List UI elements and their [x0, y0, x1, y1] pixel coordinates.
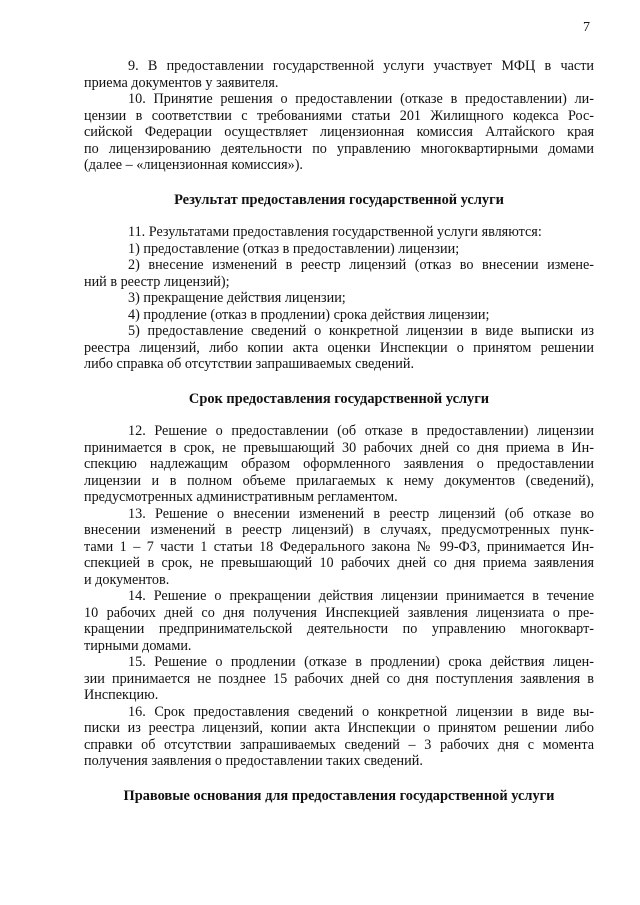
text-line: 11. Результатами предоставления государственной услуги являются: [128, 224, 542, 240]
document-body [84, 58, 594, 820]
text-line: ний в реестр лицензий); [84, 273, 230, 290]
text-line: внесении изменений в реестр лицензий) в случаях, предусмотренных пунк- [84, 522, 594, 538]
text-line: 10. Принятие решения о предоставлении (отказе в предоставлении) ли- [128, 91, 594, 107]
section-intro [84, 58, 594, 174]
text-line: 5) предоставление сведений о конкретной лицензии в виде выписки из [128, 323, 594, 339]
text-line: справки об отсутствии запрашиваемых сведений – 3 рабочих дня с момента [84, 736, 594, 753]
text-line: принимается в срок, не превышающий 30 рабочих дней со дня приема в Ин- [84, 439, 594, 456]
text-line: 12. Решение о предоставлении (об отказе в предоставлении) лицензии [128, 423, 594, 439]
paragraph [84, 654, 594, 704]
paragraph [84, 307, 594, 324]
text-line: писки из реестра лицензий, копии акта Инспекции о принятом решении либо [84, 720, 594, 736]
text-line: Инспекцию. [84, 687, 159, 703]
text-line: 3) прекращение действия лицензии; [128, 290, 346, 306]
text-line: 10 рабочих дней со дня получения Инспекцией заявления лицензиата о пре- [84, 604, 594, 621]
paragraph [84, 241, 594, 258]
paragraph [84, 257, 594, 290]
text-line: предусмотренных административным регламентом. [84, 489, 398, 505]
text-line: 1) предоставление (отказ в предоставлении) лицензии; [128, 240, 460, 257]
paragraph [84, 290, 594, 307]
text-line: тирными домами. [84, 637, 192, 654]
paragraph [84, 58, 594, 91]
text-line: цензии в соответствии с требованиями статьи 201 Жилищного кодекса Рос- [84, 107, 594, 124]
text-line: кращении предпринимательской деятельности по управлению многокварт- [84, 621, 594, 637]
heading-legal-basis: Правовые основания для предоставления государственной услуги [123, 787, 555, 804]
text-line: и документов. [84, 571, 170, 588]
text-line: 2) внесение изменений в реестр лицензий (отказ во внесении измене- [128, 257, 594, 273]
paragraph [84, 224, 594, 241]
text-line: 9. В предоставлении государственной услуги участвует МФЦ в части [128, 58, 594, 74]
text-line: приема документов у заявителя. [84, 74, 279, 91]
text-line: 15. Решение о продлении (отказе в продлении) срока действия лицен- [128, 654, 594, 670]
text-line: (далее – «лицензионная комиссия»). [84, 157, 303, 173]
page-number: 7 [583, 20, 590, 35]
section-term [84, 423, 594, 770]
text-line: 16. Срок предоставления сведений о конкретной лицензии в виде вы- [128, 703, 594, 720]
text-line: 14. Решение о прекращении действия лицензии принимается в течение [128, 588, 594, 604]
heading-result: Результат предоставления государственной услуги [174, 191, 504, 208]
text-line: лицензии и в полном объеме прилагаемых к нему документов (сведений), [84, 472, 594, 489]
paragraph [84, 588, 594, 654]
text-line: 13. Решение о внесении изменений в реестр лицензий (об отказе во [128, 505, 594, 522]
text-line: спекцию надлежащим образом оформленного заявления о предоставлении [84, 456, 594, 472]
heading-term: Срок предоставления государственной услуги [188, 390, 490, 407]
paragraph [84, 506, 594, 589]
section-result [84, 224, 594, 373]
text-line: либо справка об отсутствии запрашиваемых сведений. [84, 356, 415, 372]
paragraph [84, 704, 594, 770]
text-line: по лицензированию деятельности по управлению многоквартирными домами [84, 140, 594, 157]
text-line: спекцией в срок, не превышающий 10 рабочих дней со дня приема заявления [84, 555, 594, 571]
paragraph [84, 423, 594, 506]
text-line: тами 1 – 7 части 1 статьи 18 Федерального закона № 99-ФЗ, принимается Ин- [84, 538, 594, 555]
text-line: получения заявления о предоставлении таких сведений. [84, 753, 423, 769]
text-line: зии принимается не позднее 15 рабочих дней со дня поступления заявления в [84, 670, 594, 687]
paragraph [84, 91, 594, 174]
paragraph [84, 323, 594, 373]
text-line: 4) продление (отказ в продлении) срока действия лицензии; [128, 306, 490, 323]
text-line: реестра лицензий, либо копии акта оценки Инспекции о принятом решении [84, 339, 594, 356]
text-line: сийской Федерации осуществляет лицензионная комиссия Алтайского края [84, 124, 594, 140]
